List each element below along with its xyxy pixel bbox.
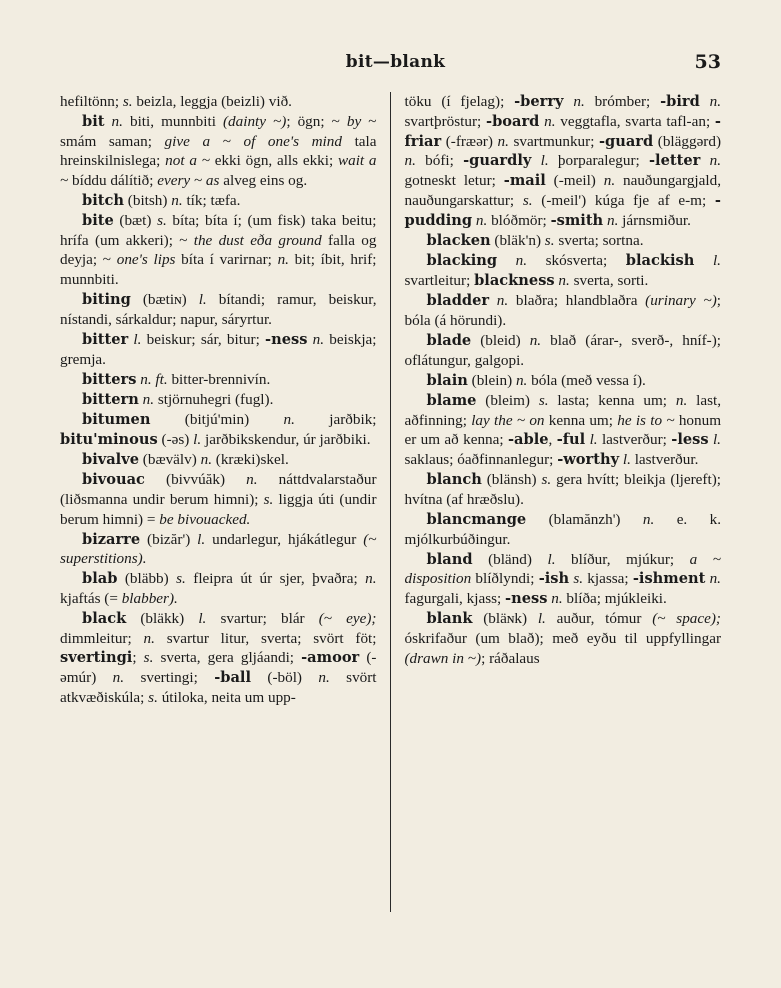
entry-text: (bizăr')	[140, 530, 198, 548]
entry-italic: n.	[699, 93, 721, 110]
entry-italic: blabber).	[121, 590, 178, 608]
entry-text: (bleim)	[476, 391, 539, 409]
entry-text: (-əs)	[157, 430, 194, 448]
dictionary-entry	[405, 510, 722, 549]
entry-text: kenna um;	[544, 411, 618, 429]
entry-headword: -ish	[538, 570, 570, 588]
column-right	[391, 92, 722, 912]
entry-text: (-əmúr)	[60, 649, 377, 687]
entry-headword: -worthy	[557, 450, 620, 468]
dictionary-entry	[405, 92, 722, 230]
entry-text: bíta; bíta í; (um fisk) taka beitu; hrífa (um akkeri); ~	[60, 212, 377, 249]
entry-italic: l.	[128, 330, 147, 348]
entry-headword: -guardly	[463, 152, 532, 170]
entry-text: þorparalegur;	[557, 152, 649, 170]
entry-headword: blain	[426, 371, 468, 389]
entry-text: honum er um að kenna;	[404, 411, 722, 449]
entry-text: (bländ)	[472, 550, 548, 568]
entry-italic: a ~ disposition	[404, 550, 722, 588]
entry-text: liggja úti (undir berum himni) =	[60, 491, 377, 528]
entry-text: bíddu dálítið;	[68, 171, 158, 189]
entry-text: ;	[132, 649, 144, 667]
entry-text: bítandi; ramur, beiskur, nístandi, sárkaldur; napur, sáryrtur.	[60, 290, 377, 328]
entry-text: (bleid)	[471, 331, 530, 349]
entry-italic: l.	[585, 431, 602, 449]
entry-text: bit; íbit, hrif; munnbiti.	[60, 251, 377, 288]
entry-italic: l.	[193, 430, 205, 448]
entry-headword: -ful	[556, 431, 586, 449]
entry-text: ; ögn; ~	[286, 113, 347, 131]
entry-headword: -amoor	[301, 649, 360, 667]
entry-text: svartmunkur;	[513, 132, 599, 150]
entry-headword: -ness	[265, 330, 308, 348]
entry-italic: s.	[569, 570, 588, 588]
entry-italic: s.	[263, 491, 279, 509]
dictionary-entry	[60, 609, 377, 707]
entry-text: (bläɴk)	[472, 610, 538, 628]
entry-headword: svertingi	[60, 649, 133, 667]
dictionary-entry	[405, 391, 722, 470]
entry-text: fleipra út úr sjer, þvaðra;	[193, 570, 366, 588]
entry-text: tík; tæfa.	[186, 191, 241, 209]
entry-text: hefiltönn;	[60, 93, 120, 110]
entry-text: sverta, gera gljáandi;	[160, 649, 302, 667]
entry-italic: l.	[198, 610, 221, 628]
entry-text: saklaus; óaðfinnanlegur;	[404, 450, 558, 468]
entry-text: bófi;	[425, 152, 464, 170]
entry-text: (bævälv)	[139, 451, 201, 469]
entry-italic: n.	[404, 152, 426, 170]
entry-text: ; ráðalaus	[481, 649, 540, 667]
entry-italic: s.	[522, 191, 542, 209]
entry-italic: l.	[537, 610, 557, 628]
entry-italic: n.	[277, 251, 295, 269]
entry-text: brómber;	[594, 93, 661, 110]
entry-text: biti, munnbiti	[129, 113, 223, 131]
entry-italic: n.	[603, 211, 623, 229]
entry-headword: blade	[426, 331, 472, 349]
entry-text: blíður, mjúkur;	[571, 550, 690, 568]
entry-headword: -guard	[598, 132, 654, 150]
entry-italic: n.	[497, 132, 514, 150]
entry-italic: the dust	[193, 231, 244, 249]
entry-headword: -board	[486, 112, 540, 130]
entry-italic: n.	[489, 292, 516, 309]
entry-text: stjörnuhegri (fugl).	[157, 390, 274, 408]
entry-italic: s.	[544, 231, 559, 249]
dictionary-entry	[60, 370, 377, 390]
entry-text: bitter-brennivín.	[171, 370, 271, 388]
entry-text: dimmleitur;	[60, 629, 144, 647]
entry-text: ~ smám saman;	[60, 113, 377, 150]
entry-headword: blab	[82, 570, 118, 588]
entry-italic: (dainty ~)	[222, 113, 287, 131]
entry-italic: n.	[307, 330, 330, 348]
entry-headword: blank	[426, 610, 473, 628]
dictionary-entry	[405, 291, 722, 330]
entry-text: (bläggərd)	[653, 132, 722, 150]
entry-text: veggtafla, svarta tafl-an;	[560, 112, 715, 130]
entry-headword: -berry	[514, 93, 564, 110]
column-left	[60, 92, 391, 912]
entry-headword: blackish	[625, 252, 695, 269]
entry-headword: bitter	[82, 330, 129, 348]
entry-italic: s.	[538, 391, 558, 409]
dictionary-entry	[60, 92, 377, 112]
entry-text: (bläbb)	[117, 570, 177, 588]
entry-headword: bitters	[82, 370, 137, 388]
entry-headword: blanch	[426, 471, 482, 489]
entry-italic: wait a ~	[60, 152, 377, 189]
entry-text: útiloka, neita um upp-	[161, 688, 296, 706]
entry-headword: biting	[82, 290, 131, 308]
entry-italic: n.	[112, 669, 141, 687]
entry-text: undarlegur, hjákátlegur	[212, 530, 364, 548]
entry-italic: n.	[529, 331, 551, 349]
entry-text: (-böl)	[251, 669, 319, 687]
entry-italic: l.	[197, 530, 213, 548]
entry-text: blað (árar-, sverð-, hníf-); oflátungur, galgopi.	[404, 331, 722, 369]
entry-text: svertingi;	[140, 669, 215, 687]
entry-headword: -ishment	[632, 570, 706, 588]
entry-text: gera hvítt; bleikja (ljereft); hvítna (af hræðslu).	[404, 471, 721, 508]
entry-italic: (~ eye);	[318, 610, 377, 628]
entry-italic: n.	[700, 152, 721, 170]
entry-text: blíðlyndi;	[471, 570, 539, 588]
entry-italic: be bivouacked.	[159, 510, 251, 528]
entry-text: (bivvúăk)	[144, 471, 247, 489]
dictionary-entry	[405, 470, 722, 509]
entry-text: fagurgali, kjass;	[404, 590, 506, 608]
entry-text: lasta; kenna um;	[557, 391, 676, 409]
entry-text: svartur; blár	[220, 610, 319, 628]
entry-text: bóla (með vessa í).	[531, 371, 646, 389]
entry-headword: blackness	[474, 271, 555, 289]
entry-headword: bite	[82, 212, 114, 230]
dictionary-entry	[405, 231, 722, 251]
entry-headword: bladder	[426, 292, 490, 309]
entry-headword: bitumen	[82, 411, 151, 429]
text-columns	[60, 92, 721, 912]
entry-italic: n.	[283, 411, 330, 429]
entry-text: bíta í varirnar;	[175, 251, 278, 269]
entry-italic: l.	[708, 431, 721, 449]
entry-headword: -smith	[550, 211, 604, 229]
entry-italic: n.	[539, 112, 561, 130]
entry-italic: n.	[318, 669, 347, 687]
entry-headword: blacking	[426, 252, 498, 269]
dictionary-entry	[60, 530, 377, 569]
dictionary-entry	[405, 550, 722, 609]
entry-italic: n.	[642, 510, 677, 528]
entry-italic: n.	[547, 590, 567, 608]
entry-text: (kræki)skel.	[215, 451, 289, 469]
entry-headword: -friar	[404, 112, 721, 150]
entry-text: (-meil') kúga fje af e-m;	[541, 191, 715, 209]
entry-italic: s.	[148, 688, 162, 706]
entry-italic: n.	[104, 113, 130, 131]
entry-headword: black	[82, 610, 127, 628]
entry-italic: n.	[138, 390, 158, 408]
dictionary-entry	[60, 191, 377, 211]
entry-italic: l.	[694, 252, 721, 269]
entry-italic: n.	[603, 172, 623, 189]
entry-headword: bivalve	[82, 451, 139, 469]
entry-headword: -less	[671, 431, 709, 449]
entry-headword: -letter	[649, 152, 701, 170]
entry-italic: s.	[541, 471, 557, 489]
entry-italic: l.	[547, 550, 572, 568]
entry-italic: (~ superstitions).	[60, 530, 377, 568]
entry-headword: blacken	[426, 231, 491, 249]
page-header	[60, 52, 721, 86]
entry-text: (bæt)	[113, 212, 158, 230]
entry-italic: ground	[278, 231, 322, 249]
entry-text: (bläk'n)	[490, 231, 545, 249]
dictionary-entry	[405, 371, 722, 391]
dictionary-entry	[405, 331, 722, 370]
entry-headword: -ness	[505, 590, 548, 608]
entry-text: beiskur; sár, bitur;	[146, 330, 266, 348]
entry-italic: n.	[246, 471, 279, 489]
entry-text: (blänsh)	[481, 471, 542, 489]
entry-italic: n.	[143, 629, 167, 647]
entry-text: (blamănzh')	[526, 510, 643, 528]
dictionary-entry	[60, 211, 377, 289]
entry-headword: bizarre	[82, 530, 141, 548]
entry-headword: -able	[507, 431, 549, 449]
entry-headword: -pudding	[404, 191, 721, 229]
entry-italic: give a ~ of one's mind	[164, 132, 342, 150]
entry-text: (bitjú'min)	[150, 411, 284, 429]
entry-text: svartleitur;	[404, 271, 475, 289]
entry-italic: n.	[515, 371, 532, 389]
entry-headword: bit	[82, 113, 105, 131]
entry-headword: bitch	[82, 191, 124, 209]
entry-text: (blein)	[467, 371, 516, 389]
entry-text: alveg eins og.	[219, 171, 308, 189]
entry-headword: blame	[426, 391, 477, 409]
entry-text: skósverta;	[545, 252, 626, 269]
entry-italic: n.	[497, 252, 546, 269]
entry-italic: l.	[531, 152, 558, 170]
entry-text: jarðbik;	[329, 411, 377, 429]
entry-text: (-fræər)	[441, 132, 498, 150]
entry-italic: n.	[365, 570, 377, 588]
entry-headword: bittern	[82, 390, 139, 408]
entry-headword: -mail	[503, 172, 546, 189]
dictionary-entry	[60, 450, 377, 470]
entry-text: sverta, sorti.	[573, 271, 649, 289]
entry-text: tala hreinskilnislega;	[60, 132, 377, 170]
entry-italic: lay the ~ on	[471, 411, 545, 429]
entry-text: jarðbikskendur, úr jarðbiki.	[204, 430, 371, 448]
entry-text: sverta; sortna.	[558, 231, 644, 249]
entry-italic: not a ~	[165, 152, 210, 170]
entry-text: falla og deyja; ~	[60, 231, 377, 269]
entry-text: lastverður;	[601, 431, 672, 449]
entry-headword: bland	[426, 550, 473, 568]
entry-italic: l.	[198, 290, 219, 308]
entry-text: blóðmör;	[491, 211, 551, 229]
entry-italic: eða	[243, 231, 279, 249]
dictionary-entry	[60, 410, 377, 450]
entry-italic: n. ft.	[136, 370, 172, 388]
entry-italic: every ~ as	[157, 171, 220, 189]
running-title: bit—blank	[345, 52, 446, 72]
entry-text: gotneskt letur;	[404, 172, 504, 189]
entry-text: (bætiɴ)	[130, 290, 199, 308]
entry-text: svartþröstur;	[404, 112, 487, 130]
entry-headword: bivouac	[82, 471, 145, 489]
entry-text: kjaftás (=	[60, 590, 122, 608]
entry-text: svartur litur, sverta; svört föt;	[166, 629, 377, 647]
dictionary-entry	[405, 609, 722, 668]
entry-text: blíða; mjúkleiki.	[566, 590, 667, 608]
entry-text: last, aðfinning;	[404, 391, 721, 429]
entry-text: ,	[548, 431, 557, 449]
entry-italic: l.	[619, 450, 635, 468]
entry-text: lastverður.	[634, 450, 699, 468]
entry-text: beiskja; gremja.	[60, 330, 377, 368]
entry-italic: s.	[119, 93, 137, 110]
page-number: 53	[694, 51, 721, 73]
entry-text: (-meil)	[545, 172, 604, 189]
entry-text: beizla, leggja (beizli) við.	[136, 93, 292, 110]
entry-text: kjassa;	[587, 570, 633, 588]
entry-italic: n.	[554, 271, 574, 289]
entry-italic: by	[346, 113, 362, 131]
entry-italic: n.	[171, 191, 187, 209]
entry-italic: n.	[563, 93, 595, 110]
dictionary-entry	[405, 251, 722, 291]
entry-text: töku (í fjelag);	[404, 93, 515, 110]
entry-italic: s.	[143, 649, 161, 667]
entry-text: náttdvalarstaður (liðsmanna undir berum himni);	[60, 471, 377, 509]
entry-headword: -ball	[214, 669, 252, 687]
dictionary-entry	[60, 330, 377, 369]
entry-italic: s.	[176, 570, 194, 588]
entry-italic: he is to ~	[617, 411, 675, 429]
entry-italic: s.	[157, 212, 173, 230]
entry-text: auður, tómur	[556, 610, 653, 628]
entry-headword: -bird	[660, 93, 700, 110]
entry-text: járnsmiður.	[622, 211, 691, 229]
entry-text: nauðungargjald, nauðungarskattur;	[404, 172, 721, 209]
entry-italic: n.	[705, 570, 721, 588]
dictionary-entry	[60, 390, 377, 410]
entry-text: ; bóla (á hörundi).	[404, 292, 721, 329]
entry-italic: n.	[200, 451, 216, 469]
dictionary-entry	[60, 470, 377, 529]
entry-text: svört atkvæðiskúla;	[60, 669, 377, 706]
dictionary-entry	[60, 112, 377, 190]
entry-text: óskrifaður (um blað); með eyðu til uppfyllingar	[404, 630, 721, 648]
entry-text: blaðra; hlandblaðra	[515, 292, 646, 309]
dictionary-entry	[60, 290, 377, 329]
dictionary-entry	[60, 569, 377, 608]
entry-italic: n.	[472, 211, 492, 229]
entry-text: e. k. mjólkurbúðingur.	[404, 510, 722, 548]
entry-italic: (~ space);	[652, 610, 721, 628]
entry-headword: blancmange	[426, 510, 527, 528]
entry-headword: bitu'minous	[60, 430, 158, 448]
entry-text: (bläkk)	[126, 610, 199, 628]
entry-text: (bitsh)	[124, 191, 172, 209]
entry-text: ekki ögn, alls ekki;	[209, 152, 338, 170]
entry-italic: n.	[675, 391, 697, 409]
entry-italic: (urinary ~)	[645, 292, 717, 309]
entry-italic: (drawn in ~)	[404, 649, 482, 667]
entry-italic: one's lips	[116, 251, 176, 269]
